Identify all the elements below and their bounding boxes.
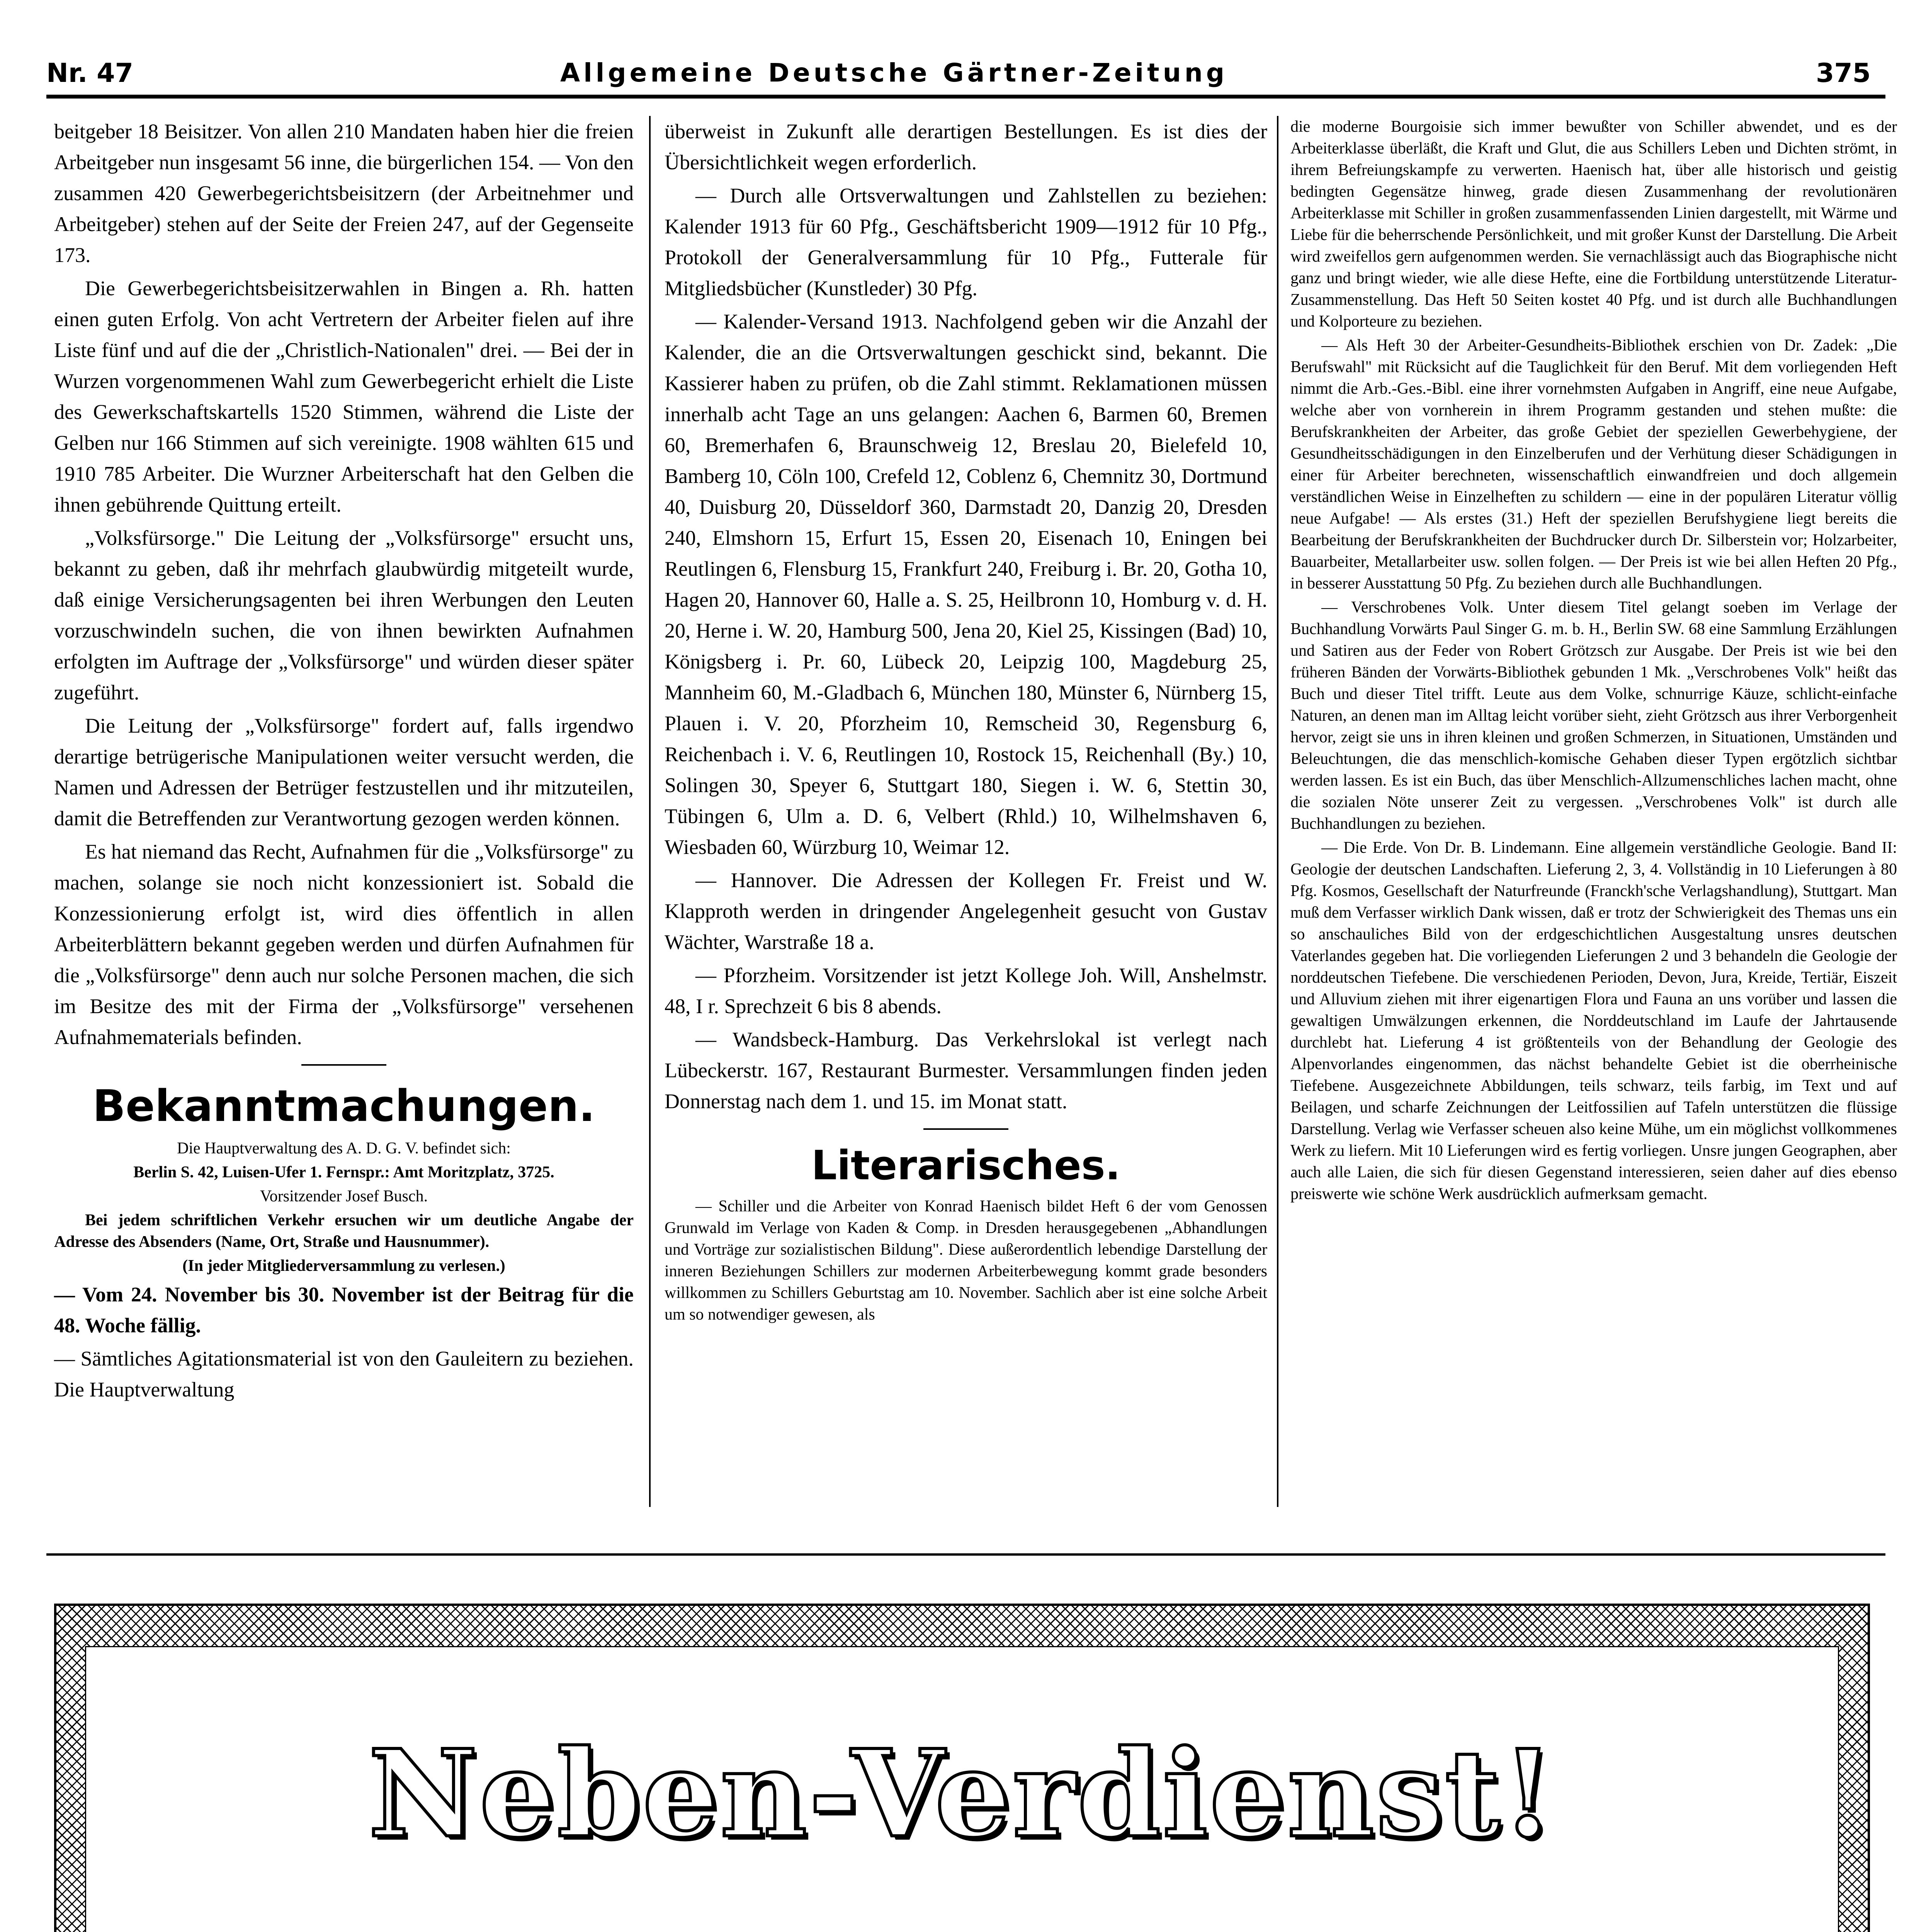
notice-line: (In jeder Mitgliederversammlung zu verlesen.) [182,1257,505,1275]
article-paragraph: — Wandsbeck-Hamburg. Das Verkehrslokal ist verlegt nach Lübeckerstr. 167, Restaurant Burmester. Versammlungen finden jeden Donnerstag nach dem 1. und 15. im Monat statt. [665,1028,1267,1113]
article-paragraph: — Verschrobenes Volk. Unter diesem Titel gelangt soeben im Verlage der Buchhandlung Vorwärts Paul Singer G. m. b. H., Berlin SW. 68 eine Sammlung Erzählungen und Satiren aus der Feder von Robert Grötzsch zur Ausgabe. Der Preis ist wie bei den früheren Bänden der Vorwärts-Bibliothek gebunden 1 Mk. „Verschrobenes Volk" heißt das Buch und dieser Titel trifft. Leute aus dem Volke, schnurrige Käuze, schlicht-einfache Naturen, an denen man im Alltag leicht vorüber sieht, zieht Grötzsch aus ihrer Verborgenheit hervor, zeigt sie uns in ihren kleinen und großen Schmerzen, in Situationen, Umständen und Beleuchtungen, die das menschlich-komische Gehaben dieser Typen ergötzlich sichtbar werden lassen. Es ist ein Buch, das über Menschlich-Allzumenschliches lachen macht, ohne die sozialen Nöte unserer Zeit zu vergessen. „Verschrobenes Volk" ist durch alle Buchhandlungen zu beziehen. [1290,599,1897,833]
article-paragraph: überweist in Zukunft alle derartigen Bestellungen. Es ist dies der Übersichtlichkeit wegen erforderlich. [665,120,1267,174]
article-paragraph: „Volksfürsorge." Die Leitung der „Volksfürsorge" ersucht uns, bekannt zu geben, daß ihr mehrfach glaubwürdig mitgeteilt wurde, daß einige Versicherungsagenten bei ihren Werbungen den Leuten vorzuschwindeln suchen, die von ihnen bewirkten Aufnahmen erfolgten im Auftrage der „Volksfürsorge" und würden dieser später zugeführt. [54,526,634,704]
notice-line: Die Hauptverwaltung des A. D. G. V. befindet sich: [177,1139,511,1157]
header-rule [46,95,1885,99]
section-title-literarisches: Literarisches. [811,1142,1121,1189]
column-divider [649,116,651,1507]
advertisement [54,1604,1870,1932]
section-divider [301,1064,386,1066]
article-paragraph: — Kalender-Versand 1913. Nachfolgend geben wir die Anzahl der Kalender, die an die Ortsverwaltungen geschickt sind, bekannt. Die Kassierer haben zu prüfen, ob die Zahl stimmt. Reklamationen müssen innerhalb acht Tage an uns gelangen: Aachen 6, Barmen 60, Bremen 60, Bremerhafen 6, Braunschweig 12, Breslau 20, Bielefeld 10, Bamberg 10, Cöln 100, Crefeld 12, Coblenz 6, Chemnitz 30, Dortmund 40, Duisburg 20, Düsseldorf 360, Darmstadt 20, Danzig 20, Dresden 240, Elmshorn 15, Erfurt 15, Essen 20, Eisenach 10, Eningen bei Reutlingen 6, Flensburg 15, Frankfurt 240, Freiburg i. Br. 20, Gotha 10, Hagen 20, Hannover 60, Halle a. S. 25, Heilbronn 10, Homburg v. d. H. 20, Herne i. W. 20, Hamburg 500, Jena 20, Kiel 25, Kissingen (Bad) 10, Königsberg i. Pr. 60, Lübeck 20, Leipzig 100, Magdeburg 25, Mannheim 60, M.-Gladbach 6, München 180, Münster 6, Nürnberg 15, Plauen i. V. 20, Pforzheim 10, Remscheid 30, Regensburg 6, Reichenbach i. V. 6, Reutlingen 10, Rostock 15, Reichenhall (By.) 10, Solingen 30, Speyer 6, Stuttgart 180, Siegen i. W. 6, Stettin 30, Tübingen 6, Ulm a. D. 6, Velbert (Rhld.) 10, Wilhelmshaven 6, Wiesbaden 60, Würzburg 10, Weimar 12. [665,310,1267,859]
article-paragraph: — Schiller und die Arbeiter von Konrad Haenisch bildet Heft 6 der vom Genossen Grunwald im Verlage von Kaden & Comp. in Dresden herausgegebenen „Abhandlungen und Vorträge zur sozialistischen Bildung". Diese außerordentlich lebendige Darstellung der inneren Beziehungen Schillers zur modernen Arbeiterbewegung kommt grade besonders willkommen zu Schillers Geburtstag am 10. November. Sachlich aber ist eine solche Arbeit um so notwendiger gewesen, als [665,1197,1267,1323]
masthead: Allgemeine Deutsche Gärtner-Zeitung [560,58,1228,88]
article-paragraph: Die Gewerbegerichtsbeisitzerwahlen in Bingen a. Rh. hatten einen guten Erfolg. Von acht Vertretern der Arbeiter fielen auf ihre Liste fünf und auf die der „Christlich-Nationalen" drei. — Bei der in Wurzen vorgenommenen Wahl zum Gewerbegericht erhielt die Liste des Gewerkschaftskartells 1520 Stimmen, während die Liste der Gelben nur 166 Stimmen auf sich vereinigte. 1908 wählten 615 und 1910 785 Arbeiter. Die Wurzner Arbeiterschaft hat den Gelben die ihnen gebührende Quittung erteilt. [54,277,634,516]
notice-line: Bei jedem schriftlichen Verkehr ersuchen wir um deutliche Angabe der Adresse des Absenders (Name, Ort, Straße und Hausnummer). [54,1211,634,1251]
ad-line [136,1925,1788,1932]
article-paragraph: — Hannover. Die Adressen der Kollegen Fr. Freist und W. Klapproth werden in dringender Angelegenheit gesucht von Gustav Wächter, Warstraße 18 a. [665,869,1267,954]
article-paragraph: — Durch alle Ortsverwaltungen und Zahlstellen zu beziehen: Kalender 1913 für 60 Pfg., Geschäftsbericht 1909—1912 für 10 Pfg., Protokoll der Generalversammlung für 10 Pfg., Futterale für Mitgliedsbücher (Kunstleder) 30 Pfg. [665,184,1267,300]
section-divider [923,1128,1008,1130]
notice-line: — Vom 24. November bis 30. November ist der Beitrag für die 48. Woche fällig. [54,1283,634,1337]
ad-headline: Neben-Verdienst! [368,1724,1556,1864]
article-paragraph: Es hat niemand das Recht, Aufnahmen für die „Volksfürsorge" zu machen, solange sie noch nicht konzessioniert ist. Sobald die Konzessionierung erfolgt ist, wird dies öffentlich in allen Arbeiterblättern bekannt gegeben werden und dürfen Aufnahmen für die „Volksfürsorge" denn auch nur solche Personen machen, die sich im Besitze des mit der Firma der „Volksfürsorge" versehenen Aufnahmematerials befinden. [54,840,634,1049]
article-paragraph: beitgeber 18 Beisitzer. Von allen 210 Mandaten haben hier die freien Arbeitgeber nun insgesamt 56 inne, die bürgerlichen 154. — Von den zusammen 420 Gewerbegerichtsbeisitzern (der Arbeitnehmer und Arbeitgeber) stehen auf der Seite der Freien 247, auf der Gegenseite 173. [54,120,634,267]
notice-chairman: Vorsitzender Josef Busch. [260,1187,428,1205]
article-paragraph: — Pforzheim. Vorsitzender ist jetzt Kollege Joh. Will, Anshelmstr. 48, I r. Sprechzeit 6 bis 8 abends. [665,964,1267,1018]
column-3 [1290,116,1897,1207]
article-paragraph: die moderne Bourgoisie sich immer bewußter von Schiller abwendet, und es der Arbeiterklasse überläßt, die Kraft und Glut, die aus Schillers Leben und Dichten strömt, in ihrem Befreiungskampfe zu verwerten. Haenisch hat, über alle historisch und geistig bedingten Gegensätze hinweg, grade diesen Zusammenhang der revolutionären Arbeiterklasse mit Schiller in großen zusammenfassenden Linien dargestellt, mit Wärme und Liebe für die beherrschende Persönlichkeit, und mit großer Kunst der Darstellung. Die Arbeit wird zweifellos gern aufgenommen werden. Sie vernachlässigt auch das Biographische nicht ganz und bringt wieder, wie alle diese Hefte, eine die Fortbildung unterstützende Literatur-Zusammenstellung. Das Heft 50 Seiten kostet 40 Pfg. und ist durch alle Buchhandlungen und Kolporteure zu beziehen. [1290,118,1897,330]
column-2 [665,116,1267,1328]
article-paragraph: Die Leitung der „Volksfürsorge" fordert auf, falls irgendwo derartige betrügerische Manipulationen weiter versucht werden, die Namen und Adressen der Betrüger festzustellen und ihr mitzuteilen, damit die Betreffenden zur Verantwortung gezogen werden können. [54,714,634,830]
section-title-bekanntmachungen: Bekanntmachungen. [92,1081,595,1131]
footer-rule [46,1553,1885,1556]
notice-address: Berlin S. 42, Luisen-Ufer 1. Fernspr.: Amt Moritzplatz, 3725. [133,1163,554,1181]
page-number: 375 [1816,58,1871,88]
ad-body [136,1925,1788,1932]
ad-panel [85,1646,1839,1932]
issue-number: Nr. 47 [46,58,133,88]
article-paragraph: — Als Heft 30 der Arbeiter-Gesundheits-Bibliothek erschien von Dr. Zadek: „Die Berufswahl" mit Rücksicht auf die Tauglichkeit für den Beruf. Mit dem vorliegenden Heft nimmt die Arb.-Ges.-Bibl. eine ihrer vornehmsten Aufgaben in Angriff, eine neue Aufgabe, welche aber von vornherein in ihrem Programm gestanden und stehen mußte: die Berufskrankheiten der Arbeiter, das große Gebiet der speziellen Gewerbehygiene, der Gesundheitsschädigungen in den Einzelberufen und der Verhütung dieser Schädigungen in einer für Arbeiter berechneten, wissenschaftlich einwandfreien und doch allgemein verständlichen Weise in Einzelheften zu schildern — eine in der populären Literatur völlig neue Aufgabe! — Als erstes (31.) Heft der speziellen Berufshygiene liegt bereits die Bearbeitung der Berufskrankheiten der Buchdrucker durch Dr. Silberstein vor; Holzarbeiter, Bauarbeiter, Metallarbeiter usw. sollen folgen. — Der Preis ist wie bei allen Heften 20 Pfg., in besserer Ausstattung 50 Pfg. Zu beziehen durch alle Buchhandlungen. [1290,337,1897,592]
article-paragraph: — Die Erde. Von Dr. B. Lindemann. Eine allgemein verständliche Geologie. Band II: Geologie der deutschen Landschaften. Lieferung 2, 3, 4. Vollständig in 10 Lieferungen à 80 Pfg. Kosmos, Gesellschaft der Naturfreunde (Franckh'sche Verlagshandlung), Stuttgart. Man muß dem Verfasser wirklich Dank wissen, daß er trotz der Schwierigkeit des Themas uns ein so anschauliches Bild von der erdgeschichtlichen Ausgestaltung unsres deutschen Vaterlandes gegeben hat. Die vorliegenden Lieferungen 2 und 3 behandeln die Geologie der norddeutschen Tiefebene. Die verschiedenen Perioden, Devon, Jura, Kreide, Tertiär, Eiszeit und Alluvium ziehen mit ihrer eigenartigen Flora und Fauna an uns vorüber und lassen die gewaltigen Umwälzungen erkennen, die Norddeutschland im Laufe der Jahrtausende durchlebt hat. Lieferung 4 ist größtenteils von der Behandlung der Geologie des Alpenvorlandes eingenommen, das nächst behandelte Gebiet ist die oberrheinische Tiefebene. Ausgezeichnete Abbildungen, teils schwarz, teils farbig, im Text und auf Beilagen, und scharfe Zeichnungen der Leitfossilien auf Tafeln unterstützen die flüssige Darstellung. Verlag wie Verfasser scheuen also keine Mühe, um ein möglichst vollkommenes Werk zu liefern. Mit 10 Lieferungen wird es fertig vorliegen. Unsre jungen Geographen, aber auch alle Laien, die sich für diesen Gegenstand interessieren, seien daher auf dies ebenso preiswerte wie schöne Werk ausdrücklich aufmerksam gemacht. [1290,839,1897,1203]
notice-line: — Sämtliches Agitationsmaterial ist von den Gauleitern zu beziehen. Die Hauptverwaltung [54,1347,634,1401]
column-divider [1277,116,1278,1507]
column-1 [54,116,634,1407]
